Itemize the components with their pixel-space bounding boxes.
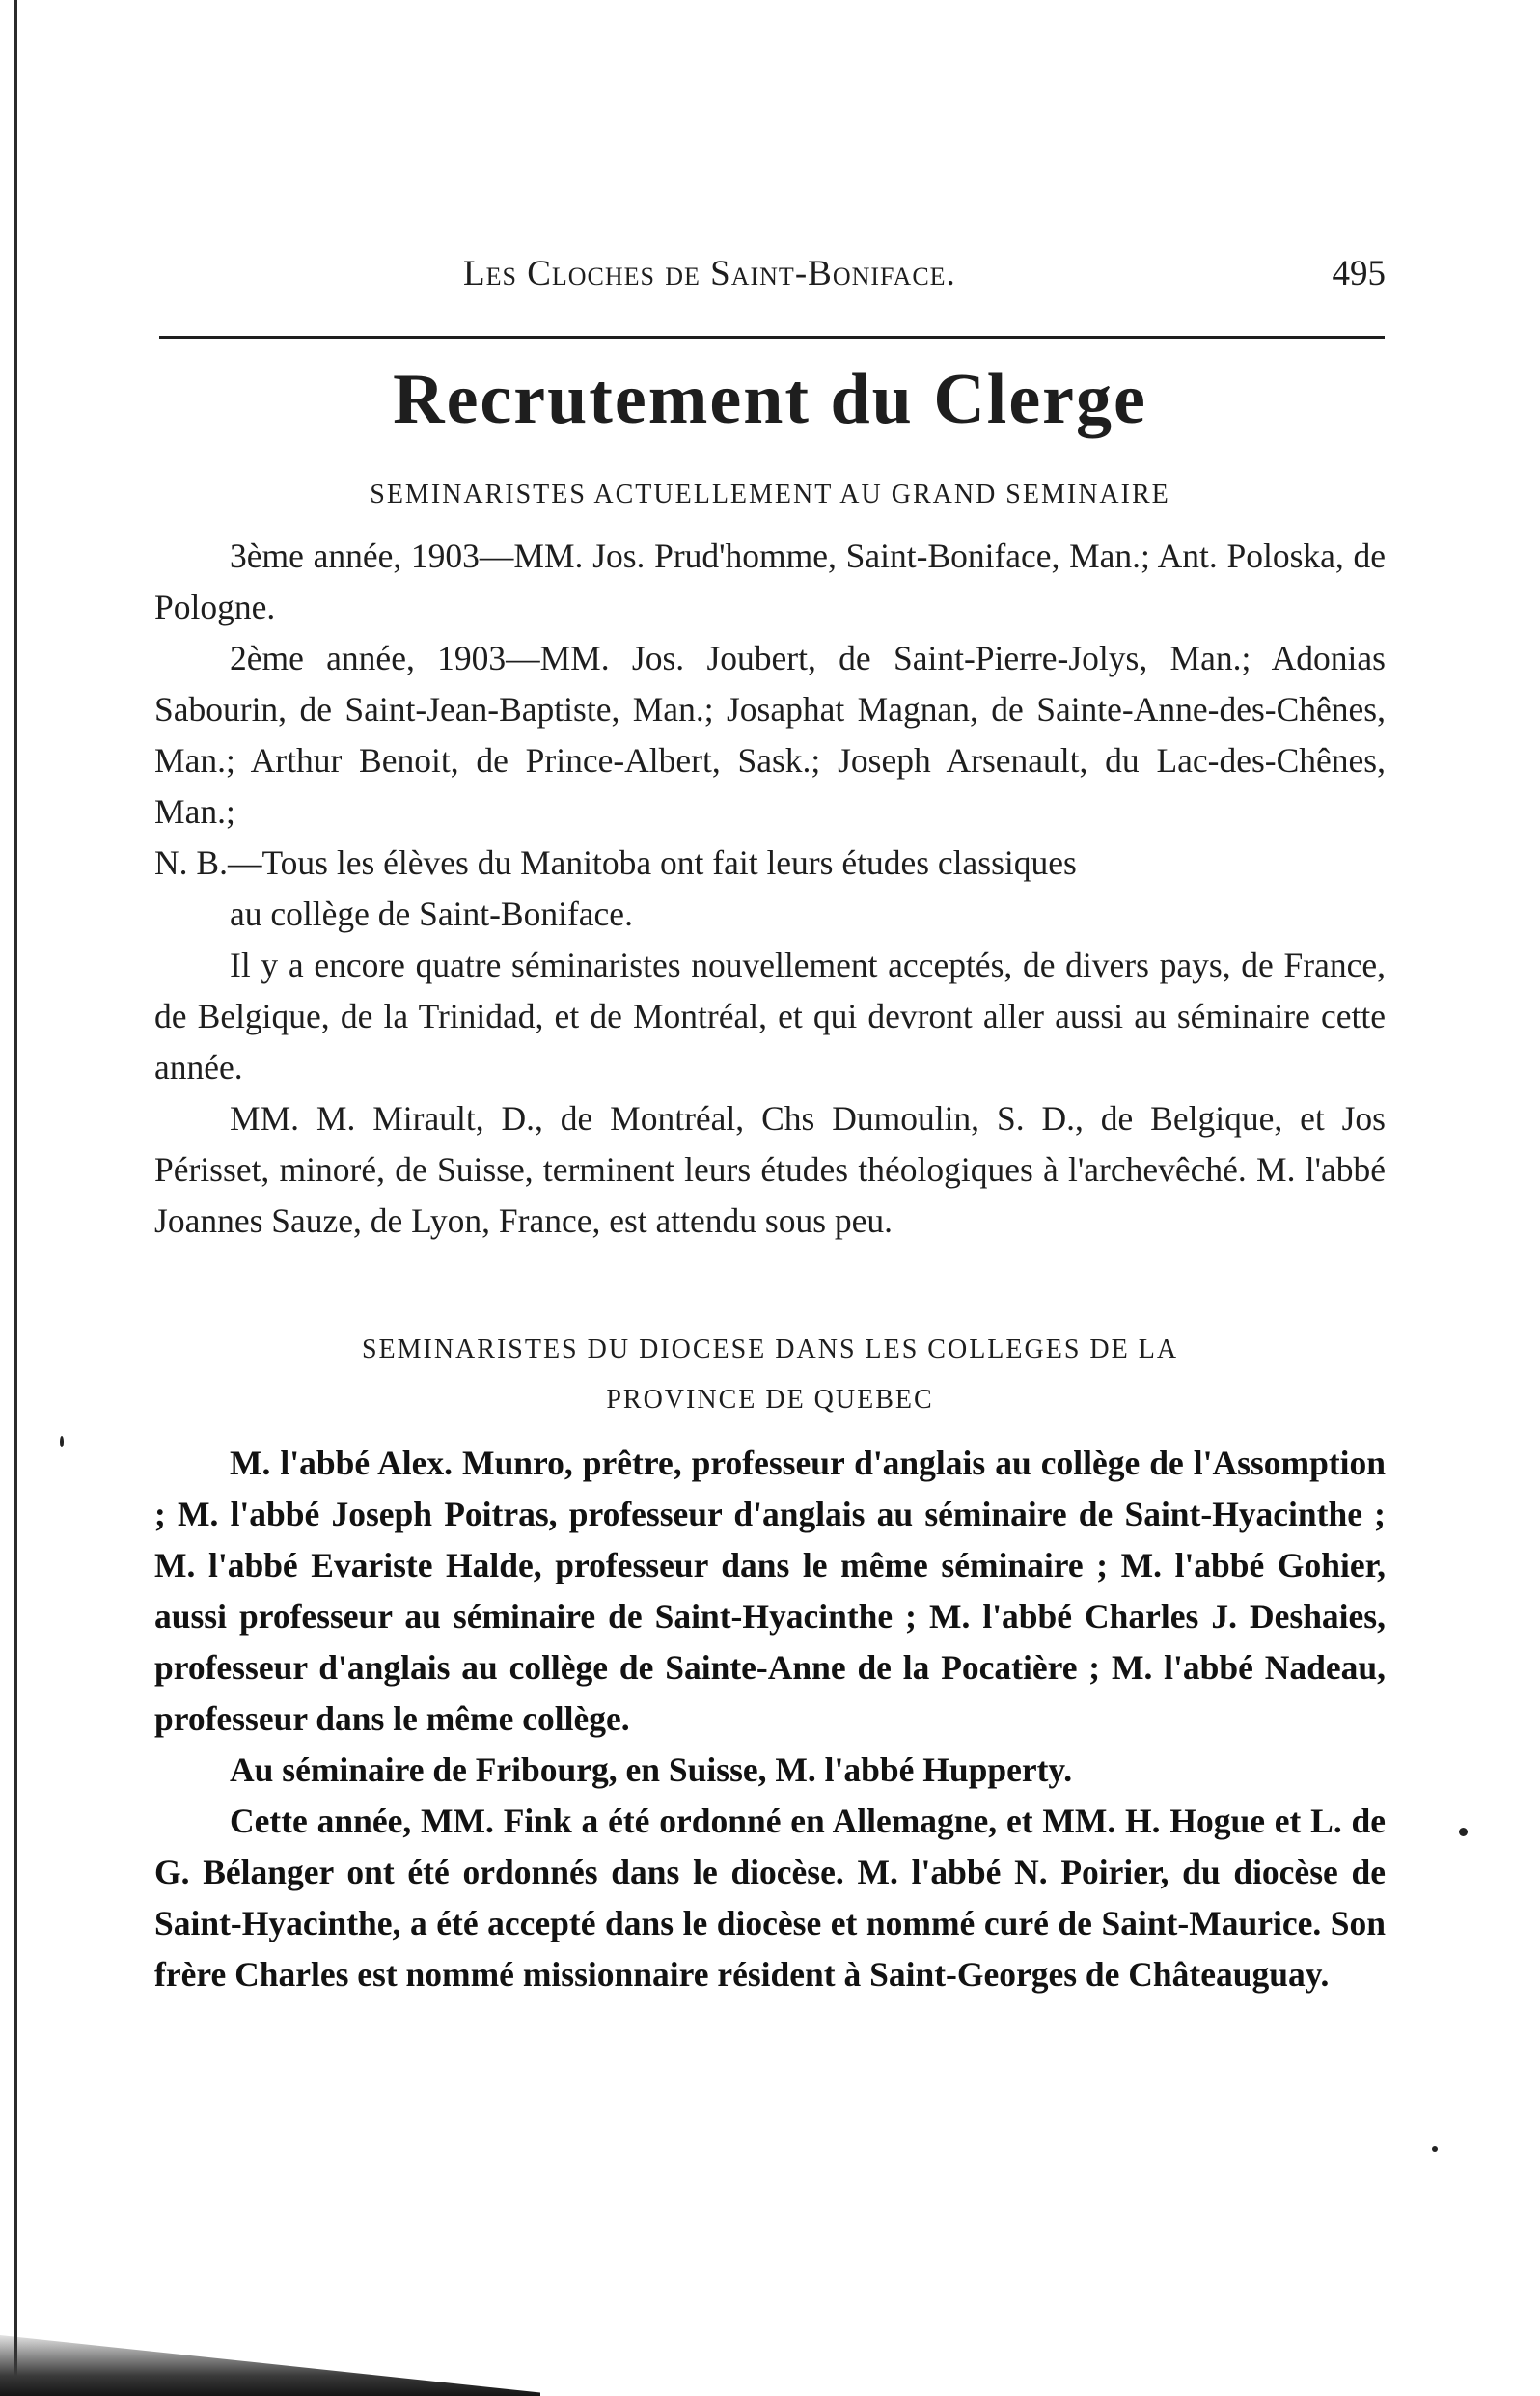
running-header	[154, 253, 1386, 299]
section-heading-grand-seminaire: SEMINARISTES ACTUELLEMENT AU GRAND SEMINAIRE	[370, 480, 1170, 509]
section-heading-colleges-line1: SEMINARISTES DU DIOCESE DANS LES COLLEGES DE LA	[361, 1335, 1179, 1364]
scan-shadow	[0, 2328, 540, 2396]
header-rule	[159, 336, 1385, 339]
page-number: 495	[1332, 254, 1386, 293]
section-heading-colleges-line2: PROVINCE DE QUEBEC	[606, 1385, 934, 1415]
section-colleges-quebec	[154, 1438, 1386, 2000]
paragraph-troisieme-annee: 3ème année, 1903—MM. Jos. Prud'homme, Saint-Boniface, Man.; Ant. Poloska, de Pologne.	[154, 537, 1386, 626]
paragraph-ordinations: Cette année, MM. Fink a été ordonné en Allemagne, et MM. H. Hogue et L. de G. Bélanger ont été ordonnés dans le diocèse. M. l'abbé N. Poirier, du diocèse de Saint-Hyacinthe, a été accepté dans le diocèse et nommé curé de Saint-Maurice. Son frère Charles est nommé missionnaire résident à Saint-Georges de Châteauguay.	[154, 1802, 1386, 1994]
paragraph-nota-bene: N. B.—Tous les élèves du Manitoba ont fait leurs études classiques	[154, 843, 1077, 882]
paragraph-etudes-theologiques: MM. M. Mirault, D., de Montréal, Chs Dumoulin, S. D., de Belgique, et Jos Périsset, minoré, de Suisse, terminent leurs études théologiques à l'archevêché. M. l'abbé Joannes Sauze, de Lyon, France, est attendu sous peu.	[154, 1099, 1386, 1240]
scan-speck	[1459, 1828, 1468, 1836]
scan-speck	[1432, 2146, 1438, 2152]
paragraph-nouveaux-seminaristes: Il y a encore quatre séminaristes nouvellement acceptés, de divers pays, de France, de Belgique, de la Trinidad, et de Montréal, et qui devront aller aussi au séminaire cette année.	[154, 946, 1386, 1087]
paragraph-professeurs: M. l'abbé Alex. Munro, prêtre, professeur d'anglais au collège de l'Assomption ; M. l'abbé Joseph Poitras, professeur d'anglais au séminaire de Saint-Hyacinthe ; M. l'abbé Evariste Halde, professeur dans le même séminaire ; M. l'abbé Gohier, aussi professeur au séminaire de Saint-Hyacinthe ; M. l'abbé Charles J. Deshaies, professeur d'anglais au collège de Sainte-Anne de la Pocatière ; M. l'abbé Nadeau, professeur dans le même collège.	[154, 1444, 1386, 1738]
article-title: Recrutement du Clerge	[393, 360, 1147, 439]
section-grand-seminaire	[154, 531, 1386, 1247]
running-title: Les Cloches de Saint-Boniface.	[463, 254, 956, 293]
paragraph-fribourg: Au séminaire de Fribourg, en Suisse, M. l'abbé Hupperty.	[230, 1750, 1073, 1789]
page-binding-edge	[14, 0, 17, 2396]
paragraph-nota-bene-continued: au collège de Saint-Boniface.	[230, 895, 633, 933]
paragraph-deuxieme-annee: 2ème année, 1903—MM. Jos. Joubert, de Saint-Pierre-Jolys, Man.; Adonias Sabourin, de Saint-Jean-Baptiste, Man.; Josaphat Magnan, de Sainte-Anne-des-Chênes, Man.; Arthur Benoit, de Prince-Albert, Sask.; Joseph Arsenault, du Lac-des-Chênes, Man.;	[154, 639, 1386, 831]
scan-speck	[60, 1436, 64, 1447]
